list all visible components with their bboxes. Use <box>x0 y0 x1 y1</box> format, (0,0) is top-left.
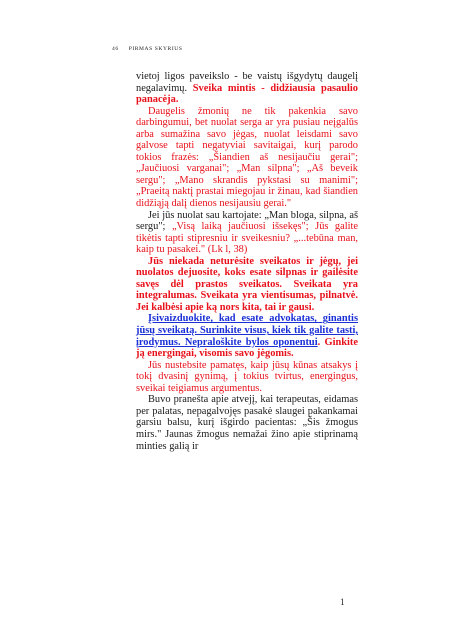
paragraph-4: Jūs niekada neturėsite sveikatos ir jėgų, jei nuolatos dejuosite, koks esate silpnas ir gailėsite savęs dėl prastos sveikatos. Sveikata yra integralumas. Sveikata yra vientisumas, pilnatvė. Jei kalbėsi apie ką nors kita, tai ir gausi. <box>136 255 358 313</box>
header-section-title: PIRMAS SKYRIUS <box>128 46 183 52</box>
paragraph-6: Jūs nustebsite pamatęs, kaip jūsų kūnas atsakys į tokį dvasinį gynimą, į tokius tvirtus, energingus, sveikai teigiamus argumentus. <box>136 359 358 394</box>
paragraph-5 <box>136 313 358 359</box>
body-text <box>136 71 358 452</box>
paragraph-1-text: vietoj ligos paveikslo - be vaistų išgydytų daugelį negalavimų. <box>136 71 358 94</box>
running-head <box>112 46 182 52</box>
paragraph-3 <box>136 210 358 256</box>
header-page-number: 46 <box>112 46 119 52</box>
paragraph-5-highlight: . Ginkite ją energingai, visomis savo jėgomis. <box>136 336 358 360</box>
paragraph-3-highlight: „Visą laiką jaučiuosi išsekęs"; Jūs galite tikėtis tapti stipresniu ir sveikesniu? „...tebūna man, kaip tu pasakei." (Lk l, 38) <box>136 221 359 256</box>
paragraph-7: Buvo pranešta apie atvejį, kai terapeutas, eidamas per palatas, nepagalvojęs pasakė slaugei pakankamai garsiu balsu, kurį išgirdo pacientas: „Šis žmogus mirs." Jaunas žmogus nemažai žino apie stiprinamą minties galią ir <box>136 394 358 452</box>
footer-page-number: 1 <box>340 597 345 607</box>
paragraph-3-text: Jei jūs nuolat sau kartojate: „Man bloga, silpna, aš sergu"; <box>136 209 358 233</box>
paragraph-1-highlight: Sveika mintis - didžiausia pasaulio panacėja. <box>136 82 358 106</box>
paragraph-1 <box>136 71 358 106</box>
paragraph-2: Daugelis žmonių ne tik pakenkia savo darbingumui, bet nuolat serga ar yra pusiau neįgalūs arba sumažina savo jėgas, nuolat leisdami savo galvose tapti negatyviai savitaigai, kurį parodo tokios frazės: „Šiandien aš nesijaučiu gerai"; „Jaučiuosi varganai"; „Man silpna"; „Aš beveik sergu"; „Mano skrandis pykstasi su manimi"; „Praeitą naktį prastai miegojau ir žinau, kad šiandien didžiąją dalį dienos nesijausiu gerai." <box>136 105 358 210</box>
paragraph-5-link[interactable]: Įsivaizduokite, kad esate advokatas, ginantis jūsų sveikatą. Surinkite visus, kiek tik galite tasti, įrodymus. Nepraloškite bylos oponentui <box>136 313 358 348</box>
